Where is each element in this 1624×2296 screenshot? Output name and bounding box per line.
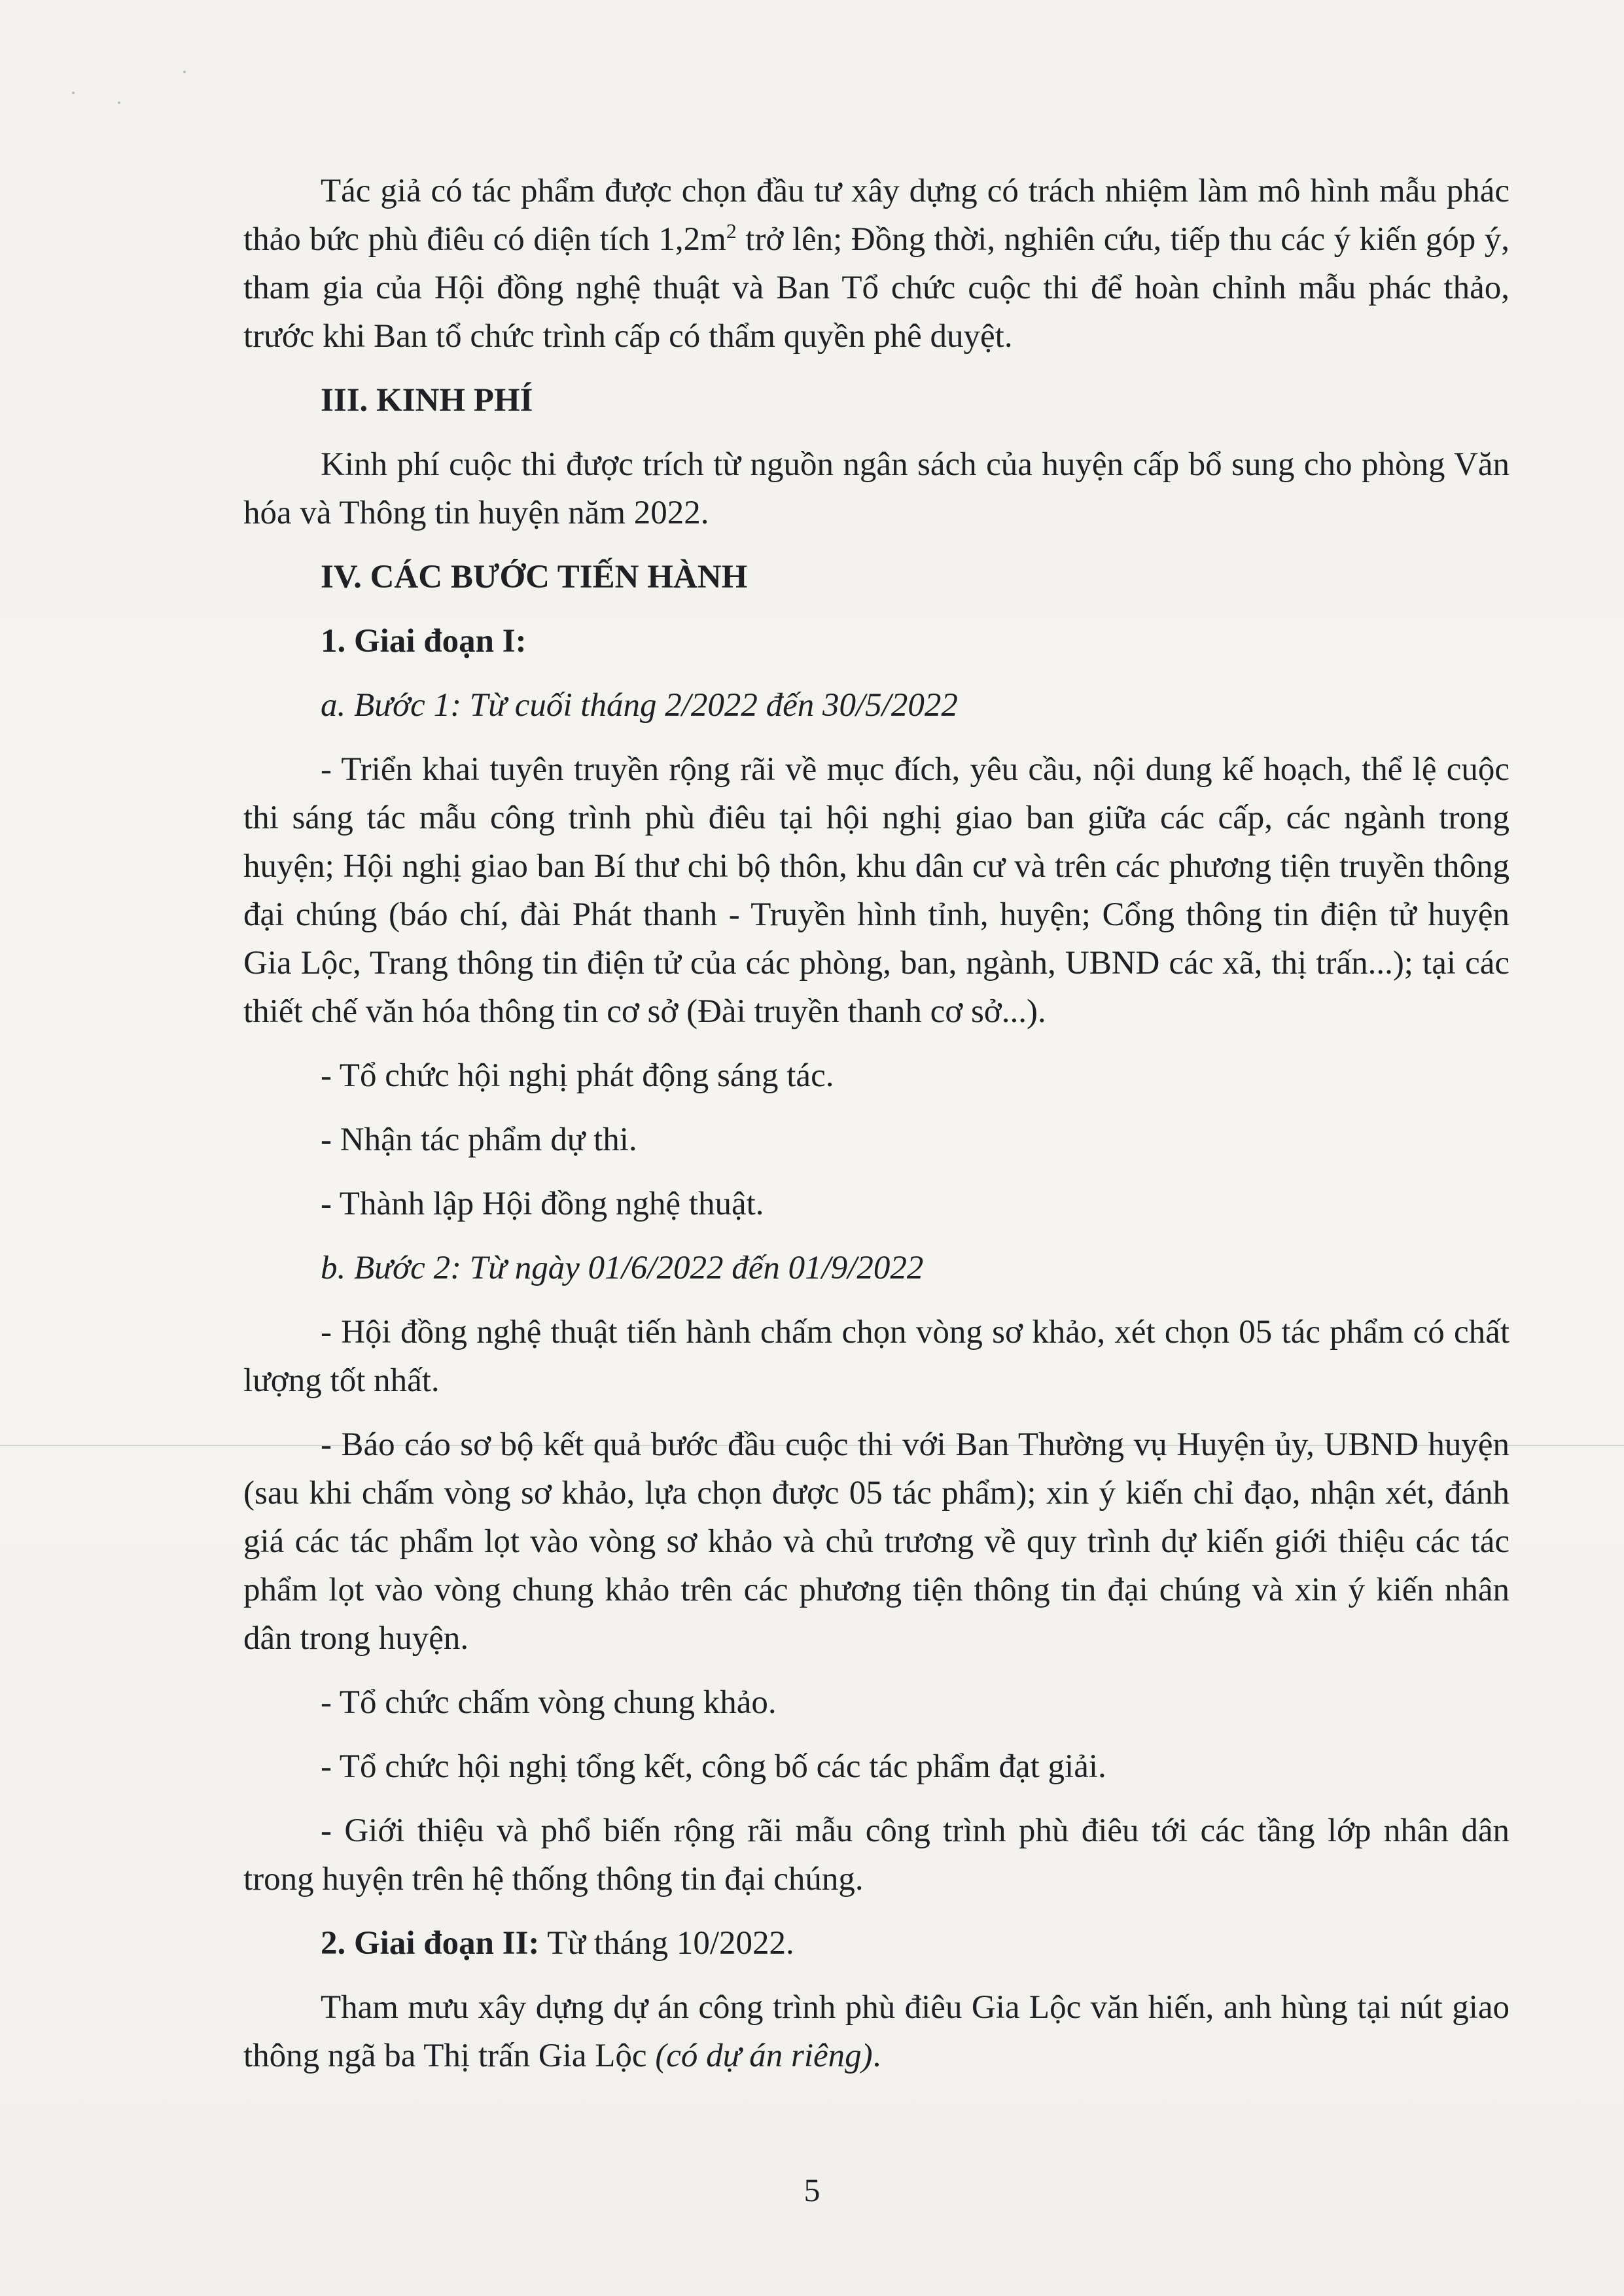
scan-speck	[72, 92, 75, 94]
project-note: (có dự án riêng)	[655, 2038, 873, 2074]
stage-two-paragraph	[243, 1919, 1509, 1968]
stage-two-time: Từ tháng 10/2022.	[539, 1925, 794, 1962]
step-heading-one: a. Bước 1: Từ cuối tháng 2/2022 đến 30/5/2022	[321, 687, 958, 724]
paragraph-author-responsibility	[243, 167, 1509, 361]
paragraph-text: Tham mưu xây dựng dự án công trình phù điêu Gia Lộc văn hiến, anh hùng tại nút giao thông ngã ba Thị trấn Gia Lộc	[243, 1989, 1509, 2074]
paragraph-report: - Báo cáo sơ bộ kết quả bước đầu cuộc thi với Ban Thường vụ Huyện ủy, UBND huyện (sau khi chấm vòng sơ khảo, lựa chọn được 05 tác phẩm); xin ý kiến chỉ đạo, nhận xét, đánh giá các tác phẩm lọt vào vòng sơ khảo và chủ trương về quy trình dự kiến giới thiệu các tác phẩm lọt vào vòng chung khảo trên các phương tiện thông tin đại chúng và xin ý kiến nhân dân trong huyện.	[243, 1426, 1509, 1657]
superscript-unit: 2	[726, 219, 737, 243]
list-item-summary-conference: - Tổ chức hội nghị tổng kết, công bố các tác phẩm đạt giải.	[321, 1748, 1106, 1785]
paragraph-text: trở lên; Đồng thời, nghiên cứu, tiếp thu các ý kiến góp ý, tham gia của Hội đồng nghệ thuật và Ban Tổ chức cuộc thi để hoàn chỉnh mẫu phác thảo, trước khi Ban tổ chức trình cấp có thẩm quyền phê duyệt.	[243, 221, 1509, 355]
list-item-conference: - Tổ chức hội nghị phát động sáng tác.	[321, 1057, 834, 1094]
stage-heading-two: 2. Giai đoạn II:	[321, 1925, 540, 1962]
paragraph-propaganda: - Triển khai tuyên truyền rộng rãi về mục đích, yêu cầu, nội dung kế hoạch, thể lệ cuộc thi sáng tác mẫu công trình phù điêu tại hội nghị giao ban giữa các cấp, các ngành trong huyện; Hội nghị giao ban Bí thư chi bộ thôn, khu dân cư và trên các phương tiện truyền thông đại chúng (báo chí, đài Phát thanh - Truyền hình tỉnh, huyện; Cổng thông tin điện tử huyện Gia Lộc, Trang thông tin điện tử của các phòng, ban, ngành, UBND các xã, thị trấn...); tại các thiết chế văn hóa thông tin cơ sở (Đài truyền thanh cơ sở...).	[243, 751, 1509, 1030]
paragraph-project	[243, 1983, 1509, 2080]
stage-heading-one: 1. Giai đoạn I:	[321, 623, 527, 660]
list-item-receive-entries: - Nhận tác phẩm dự thi.	[321, 1122, 637, 1158]
section-heading-steps: IV. CÁC BƯỚC TIẾN HÀNH	[321, 559, 748, 595]
paragraph-introduce-model: - Giới thiệu và phổ biến rộng rãi mẫu công trình phù điêu tới các tầng lớp nhân dân trong huyện trên hệ thống thông tin đại chúng.	[243, 1812, 1509, 1898]
list-item-art-council: - Thành lập Hội đồng nghệ thuật.	[321, 1186, 764, 1222]
step-heading-two: b. Bước 2: Từ ngày 01/6/2022 đến 01/9/2022	[321, 1250, 924, 1286]
paragraph-preliminary-round: - Hội đồng nghệ thuật tiến hành chấm chọn vòng sơ khảo, xét chọn 05 tác phẩm có chất lượng tốt nhất.	[243, 1314, 1509, 1399]
document-body	[243, 167, 1509, 2096]
list-item-final-round: - Tổ chức chấm vòng chung khảo.	[321, 1684, 777, 1721]
page-number: 5	[803, 2172, 821, 2208]
paragraph-funding: Kinh phí cuộc thi được trích từ nguồn ngân sách của huyện cấp bổ sung cho phòng Văn hóa và Thông tin huyện năm 2022.	[243, 446, 1509, 531]
section-heading-funding: III. KINH PHÍ	[321, 382, 533, 419]
scan-speck	[183, 71, 186, 73]
paragraph-text: Tác giả có tác phẩm được chọn đầu tư xây dựng có trách nhiệm làm mô hình mẫu phác thảo bức phù điêu có diện tích 1,2m	[243, 173, 1509, 258]
paragraph-text: .	[872, 2038, 881, 2074]
scan-speck	[118, 101, 120, 104]
